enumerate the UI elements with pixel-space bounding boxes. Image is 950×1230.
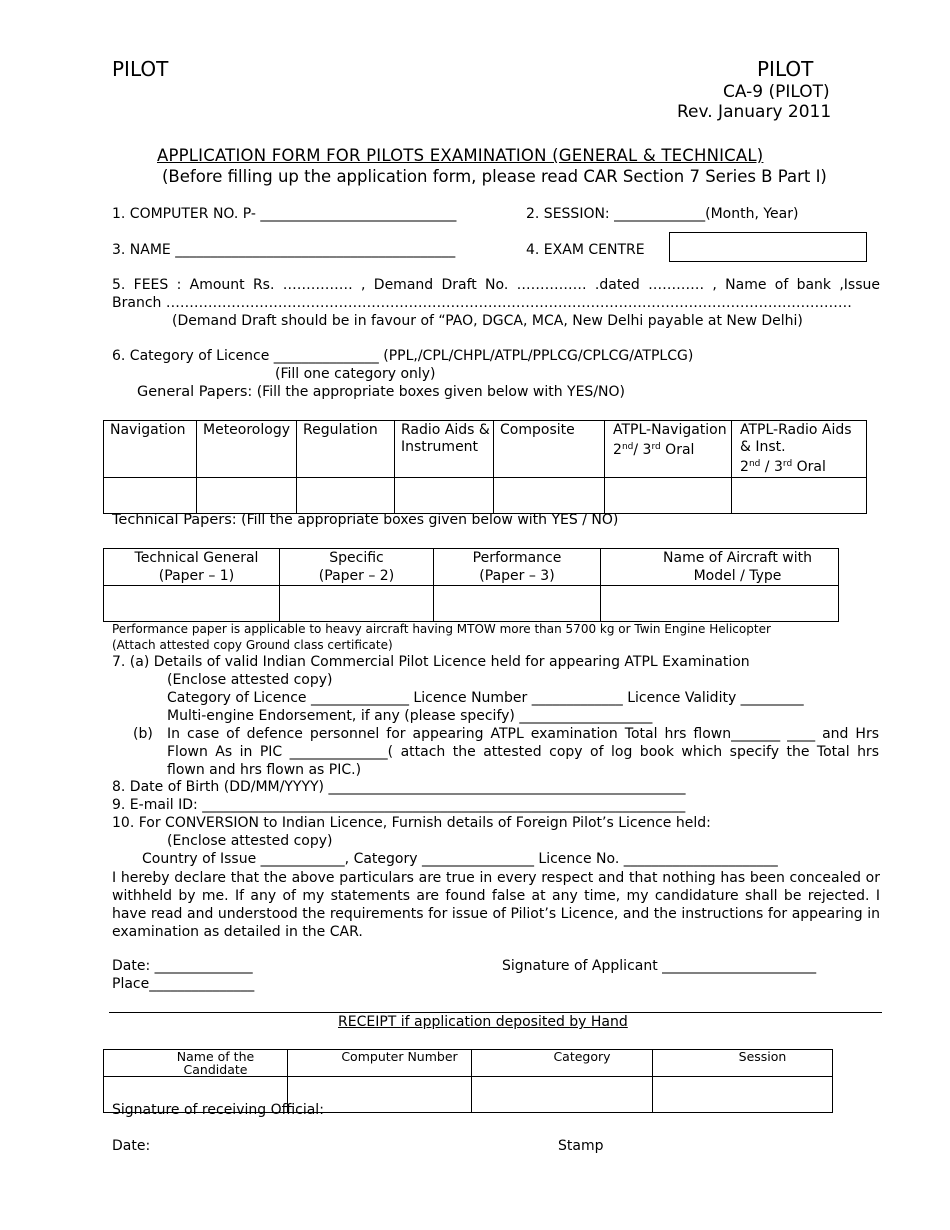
general-papers-input-row [104, 478, 867, 514]
technical-papers-heading [112, 512, 618, 528]
header-aircraft-name: Name of Aircraft with Model / Type [663, 550, 812, 584]
header-regulation: Regulation [303, 422, 378, 438]
fill-one-note: (Fill one category only) [275, 366, 436, 382]
place-field[interactable]: Place_______________ [112, 976, 255, 992]
pic-hours-field[interactable]: Flown As in PIC ______________( attach the attested copy of log book which specify the Total hrs [167, 744, 879, 760]
header-atpl-radio-aids [732, 421, 866, 477]
revision-date: Rev. January 2011 [677, 102, 832, 122]
receipt-header-name: Name of the Candidate [176, 1049, 255, 1077]
multi-engine-endorsement-field[interactable]: Multi-engine Endorsement, if any (please specify) ___________________ [167, 708, 653, 724]
receipt-header-row [104, 1050, 833, 1077]
date-field[interactable]: Date: ______________ [112, 958, 253, 974]
defence-hours-field[interactable]: In case of defence personnel for appearing ATPL examination Total hrs flown_______ ____ and Hrs [167, 726, 879, 742]
demand-draft-note: (Demand Draft should be in favour of “PAO, DGCA, MCA, New Delhi payable at New Delhi) [172, 313, 803, 329]
item10-heading: 10. For CONVERSION to Indian Licence, Furnish details of Foreign Pilot’s Licence held: [112, 815, 711, 831]
technical-papers-label: Technical Papers: [112, 512, 237, 528]
form-title: APPLICATION FORM FOR PILOTS EXAMINATION (GENERAL & TECHNICAL) [157, 146, 764, 165]
technical-papers-header-row [104, 549, 839, 586]
general-papers-heading [137, 384, 625, 400]
general-papers-hint: (Fill the appropriate boxes given below with YES/NO) [256, 384, 625, 400]
date-of-birth-field[interactable]: 8. Date of Birth (DD/MM/YYYY) ___________________________________________________ [112, 779, 686, 795]
receipt-stamp: Stamp [558, 1138, 604, 1154]
performance-paper-note: Performance paper is applicable to heavy aircraft having MTOW more than 5700 kg or Twin Engine Helicopter [112, 622, 771, 636]
technical-general-input-cell[interactable] [104, 586, 280, 622]
receipt-title: RECEIPT if application deposited by Hand [338, 1014, 628, 1030]
header-performance: Performance (Paper – 3) [472, 550, 562, 584]
general-papers-header-row [104, 421, 867, 478]
ground-class-note: (Attach attested copy Ground class certificate) [112, 638, 393, 652]
receiving-official-signature[interactable]: Signature of receiving Official: [112, 1102, 324, 1118]
fees-line[interactable]: 5. FEES : Amount Rs. …………… , Demand Draft No. …………… .dated ………… , Name of bank ,Issue [112, 277, 880, 293]
atpl-navigation-line2: 2nd/ 3rd Oral [613, 442, 695, 458]
item7a-enclose-note: (Enclose attested copy) [167, 672, 333, 688]
header-radio-aids: Radio Aids & Instrument [401, 422, 490, 455]
declaration-text: I hereby declare that the above particulars are true in every respect and that nothing has been concealed or withheld by me. If any of my statements are found false at any time, my candidature shall be rejected. I have read and understood the requirements for issue of Piliot’s Licence, and the instructions for appearing in examination as detailed in the CAR. [112, 870, 880, 940]
computer-no-field[interactable]: 1. COMPUTER NO. P- ____________________________ [112, 206, 457, 222]
regulation-input-cell[interactable] [297, 478, 395, 514]
header-technical-general: Technical General (Paper – 1) [134, 550, 259, 584]
session-field[interactable]: 2. SESSION: _____________(Month, Year) [526, 206, 799, 222]
exam-centre-label: 4. EXAM CENTRE [526, 242, 645, 258]
atpl-radio-line2: & Inst. [740, 439, 786, 455]
atpl-radio-line3: 2nd / 3rd Oral [740, 459, 826, 475]
atpl-navigation-input-cell[interactable] [605, 478, 732, 514]
receipt-session-cell[interactable] [653, 1077, 833, 1113]
header-composite: Composite [500, 422, 575, 438]
form-code: CA-9 (PILOT) [723, 82, 830, 102]
general-papers-label: General Papers: [137, 384, 253, 400]
atpl-radio-line1: ATPL-Radio Aids [740, 422, 852, 438]
technical-papers-input-row [104, 586, 839, 622]
receipt-category-cell[interactable] [472, 1077, 653, 1113]
composite-input-cell[interactable] [494, 478, 605, 514]
performance-input-cell[interactable] [434, 586, 601, 622]
item7b-label: (b) [133, 726, 153, 742]
meteorology-input-cell[interactable] [197, 478, 297, 514]
header-left-label: PILOT [112, 57, 169, 81]
atpl-radio-aids-input-cell[interactable] [732, 478, 867, 514]
technical-papers-hint: (Fill the appropriate boxes given below with YES / NO) [241, 512, 619, 528]
item7a-heading: 7. (a) Details of valid Indian Commercial Pilot Licence held for appearing ATPL Examination [112, 654, 750, 670]
radio-aids-input-cell[interactable] [395, 478, 494, 514]
receipt-divider [109, 1012, 882, 1013]
foreign-licence-fields[interactable]: Country of Issue ____________, Category ________________ Licence No. ______________________ [142, 851, 778, 867]
receipt-header-category: Category [553, 1049, 611, 1064]
atpl-navigation-line1: ATPL-Navigation [613, 422, 727, 438]
header-navigation: Navigation [110, 422, 186, 438]
receipt-date[interactable]: Date: [112, 1138, 151, 1154]
email-field[interactable]: 9. E-mail ID: _____________________________________________________________________ [112, 797, 686, 813]
navigation-input-cell[interactable] [104, 478, 197, 514]
receipt-header-session: Session [738, 1049, 787, 1064]
item10-enclose-note: (Enclose attested copy) [167, 833, 333, 849]
exam-centre-box[interactable] [669, 232, 867, 262]
technical-papers-table [103, 548, 839, 622]
category-of-licence-field[interactable]: 6. Category of Licence _______________ (PPL,/CPL/CHPL/ATPL/PPLCG/CPLCG/ATPLCG) [112, 348, 694, 364]
header-specific: Specific (Paper – 2) [318, 550, 395, 584]
name-field[interactable]: 3. NAME ________________________________________ [112, 242, 456, 258]
general-papers-table [103, 420, 867, 514]
aircraft-name-input-cell[interactable] [601, 586, 839, 622]
header-right-label: PILOT [757, 57, 814, 81]
pic-hours-note: flown and hrs flown as PIC.) [167, 762, 362, 778]
specific-input-cell[interactable] [280, 586, 434, 622]
receipt-header-computer-number: Computer Number [341, 1049, 458, 1064]
form-subtitle: (Before filling up the application form, please read CAR Section 7 Series B Part I) [162, 167, 827, 186]
applicant-signature-field[interactable]: Signature of Applicant ______________________ [502, 958, 817, 974]
cpl-details-fields[interactable]: Category of Licence ______________ Licence Number _____________ Licence Validity _________ [167, 690, 804, 706]
branch-line[interactable]: Branch ………………………………………………………………………………………………………………………………… [112, 295, 852, 311]
header-meteorology: Meteorology [203, 422, 291, 438]
header-atpl-navigation [605, 421, 731, 460]
